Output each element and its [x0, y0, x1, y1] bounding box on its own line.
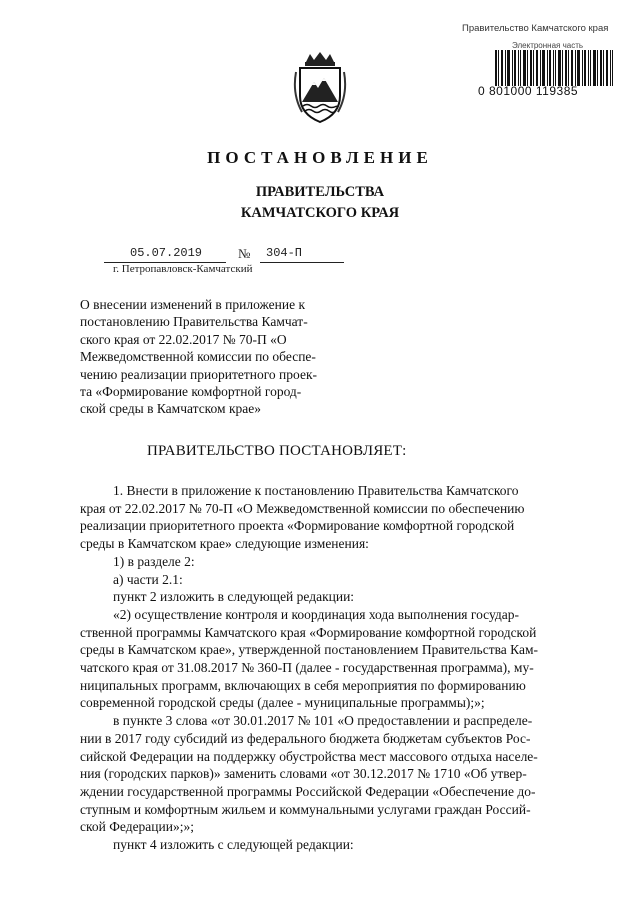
- stamp-subtitle: Электронная часть: [512, 41, 584, 50]
- body-line: а) части 2.1:: [113, 571, 183, 587]
- body-line: ственной программы Камчатского края «Формирование комфортной городской: [80, 624, 537, 640]
- coat-of-arms-icon: [292, 52, 348, 124]
- document-body: [80, 482, 597, 854]
- subject-line: чению реализации приоритетного проек-: [80, 366, 317, 382]
- body-line: пункт 2 изложить в следующей редакции:: [113, 589, 355, 605]
- document-date: 05.07.2019: [130, 246, 203, 260]
- body-line: 1) в разделе 2:: [113, 553, 195, 569]
- body-line: ния (городских парков)» заменить словами «от 30.12.2017 № 1710 «Об утвер-: [80, 766, 527, 782]
- body-line: современной городской среды (далее - муниципальные программы);»;: [80, 695, 485, 711]
- body-line: в пункте 3 слова «от 30.01.2017 № 101 «О предоставлении и распределе-: [113, 713, 533, 729]
- body-line: ждении государственной программы Российской Федерации «Обеспечение до-: [80, 783, 536, 799]
- subject-line: постановлению Правительства Камчат-: [80, 314, 308, 330]
- issuer-line-2: КАМЧАТСКОГО КРАЯ: [240, 205, 400, 221]
- registration-row: [104, 246, 344, 264]
- body-line: реализации приоритетного проекта «Формирование комфортной городской: [80, 518, 515, 534]
- body-line: среды в Камчатском крае» следующие изменения:: [80, 536, 369, 552]
- resolution-heading: ПРАВИТЕЛЬСТВО ПОСТАНОВЛЯЕТ:: [147, 443, 407, 459]
- subject-line: ского края от 22.02.2017 № 70-П «О: [80, 331, 287, 347]
- issuer-line-1: ПРАВИТЕЛЬСТВА: [255, 184, 385, 200]
- body-line: среды в Камчатском крае», утвержденной постановлением Правительства Кам-: [80, 642, 539, 658]
- body-line: ской Федерации»;»;: [80, 819, 194, 835]
- body-line: «2) осуществление контроля и координация хода выполнения государ-: [113, 606, 519, 622]
- subject-line: Межведомственной комиссии по обеспе-: [80, 349, 316, 365]
- body-line: чатского края от 31.08.2017 № 360-П (далее - государственная программа), му-: [80, 660, 534, 676]
- body-line: пункт 4 изложить с следующей редакции:: [113, 837, 354, 853]
- document-subject: [80, 296, 338, 418]
- barcode-number: 0 801000 119385: [478, 84, 579, 98]
- document-place: г. Петропавловск-Камчатский: [113, 263, 253, 275]
- subject-line: О внесении изменений в приложение к: [80, 297, 306, 312]
- body-line: края от 22.02.2017 № 70-П «О Межведомственной комиссии по обеспечению: [80, 500, 525, 516]
- document-number: 304-П: [266, 246, 303, 260]
- body-line: ступным и комфортным жильем и коммунальными услугами граждан Россий-: [80, 801, 531, 817]
- number-sign: №: [238, 246, 251, 261]
- body-line: 1. Внести в приложение к постановлению Правительства Камчатского: [113, 483, 519, 498]
- number-underline: [260, 262, 344, 263]
- barcode: [495, 50, 613, 86]
- body-line: нии в 2017 году субсидий из федерального бюджета бюджетам субъектов Рос-: [80, 730, 531, 746]
- body-line: сийской Федерации на поддержку обустройства мест массового отдыха населе-: [80, 748, 538, 764]
- subject-line: ской среды в Камчатском крае»: [80, 401, 262, 417]
- stamp-organization: Правительство Камчатского края: [462, 23, 609, 34]
- body-line: ниципальных программ, включающих в себя мероприятия по формированию: [80, 677, 526, 693]
- document-type: ПОСТАНОВЛЕНИЕ: [207, 148, 433, 167]
- subject-line: та «Формирование комфортной город-: [80, 384, 302, 400]
